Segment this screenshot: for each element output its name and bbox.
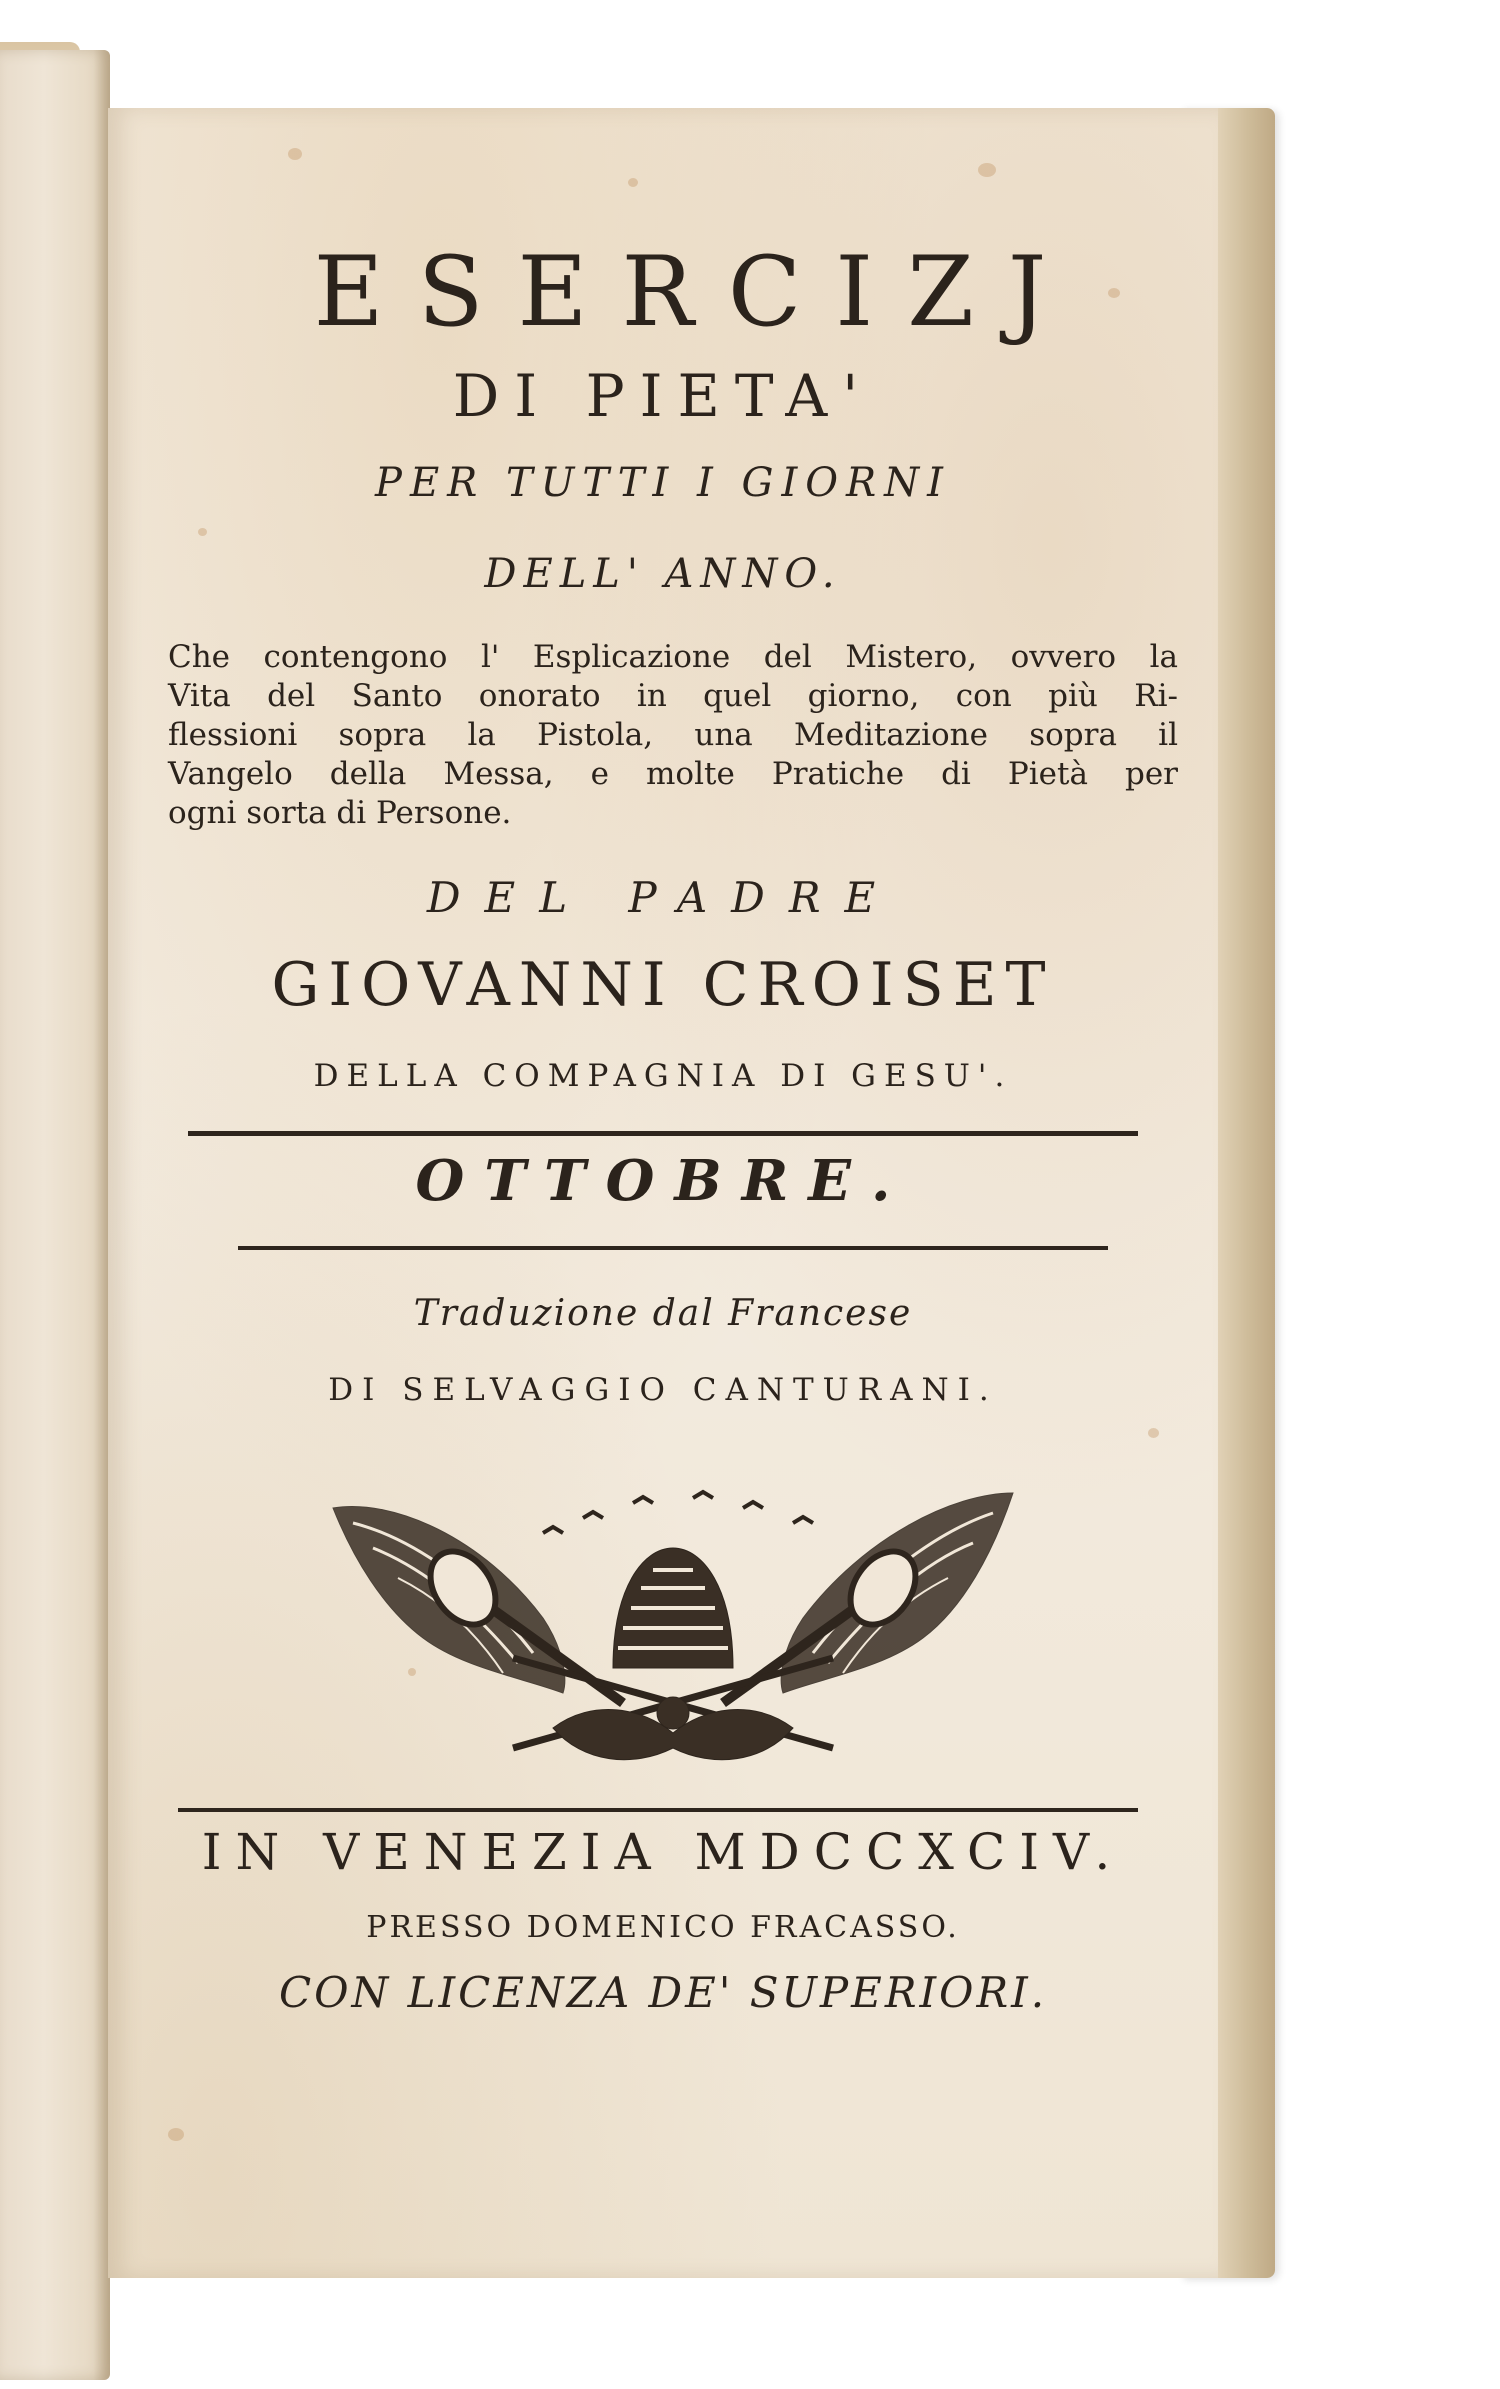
winged-beehive-trumpets-woodcut-icon: [313, 1478, 1033, 1778]
license-line: CON LICENZA DE' SUPERIORI.: [278, 1968, 1048, 2017]
foxing-spot: [628, 178, 638, 187]
divider-rule: [188, 1131, 1138, 1136]
del-padre-line: DEL PADRE: [426, 873, 900, 922]
facing-page: [0, 50, 110, 2380]
book-subtitle: DI PIETA': [452, 362, 874, 430]
foxing-spot: [168, 2128, 184, 2141]
printer-line: PRESSO DOMENICO FRACASSO.: [366, 1910, 960, 1945]
title-page: [108, 108, 1218, 2278]
description-line: Vita del Santo onorato in quel giorno, con più Ri-: [168, 678, 1178, 714]
foxing-spot: [288, 148, 302, 160]
book-title: ESERCIZJ: [313, 236, 1081, 348]
author-name: GIOVANNI CROISET: [271, 950, 1055, 1020]
description-line: ogni sorta di Persone.: [168, 795, 512, 831]
subtitle-anno-line: DELL' ANNO.: [484, 551, 842, 597]
volume-month: OTTOBRE.: [415, 1148, 911, 1214]
description-line: Vangelo della Messa, e molte Pratiche di Pietà per: [168, 756, 1178, 792]
translator-name: DI SELVAGGIO CANTURANI.: [328, 1372, 998, 1408]
translation-note: Traduzione dal Francese: [413, 1293, 913, 1334]
description-line: Che contengono l' Esplicazione del Mistero, ovvero la: [168, 639, 1178, 675]
foxing-spot: [1148, 1428, 1159, 1438]
description-line: flessioni sopra la Pistola, una Meditazione sopra il: [168, 717, 1178, 753]
divider-rule: [178, 1808, 1138, 1812]
description-block: [168, 638, 1178, 833]
imprint-place-year: IN VENEZIA MDCCXCIV.: [201, 1823, 1125, 1881]
subtitle-per-line: PER TUTTI I GIORNI: [375, 460, 951, 506]
author-order: DELLA COMPAGNIA DI GESU'.: [313, 1058, 1013, 1094]
foxing-spot: [978, 163, 996, 177]
divider-rule: [238, 1246, 1108, 1250]
foxing-spot: [198, 528, 207, 536]
